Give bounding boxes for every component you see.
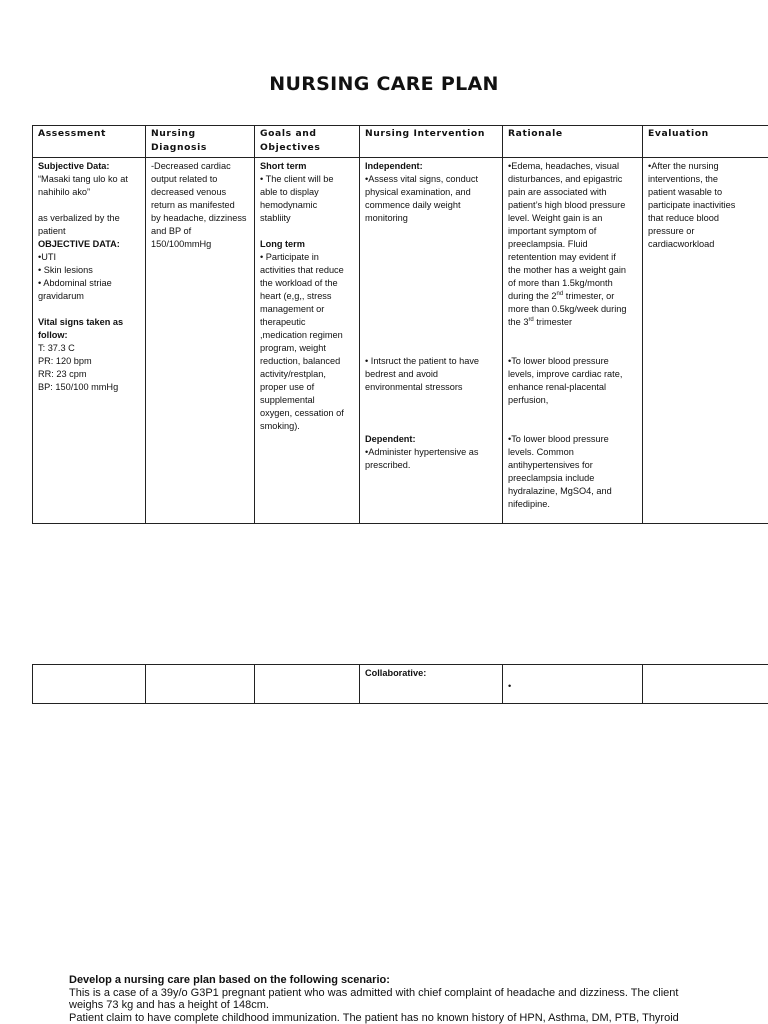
header-assessment: Assessment [33, 126, 146, 158]
evaluation-cell [643, 665, 768, 704]
long-term-label: Long term [260, 239, 305, 249]
intervention-cell [360, 665, 503, 704]
header-goals-objectives: Goals and Objectives [255, 126, 360, 158]
rationale-cell: •Edema, headaches, visual disturbances, and epigastric pain are associated with patient’s high blood pressure level. Weight gain is an important symptom of preeclampsia. Fluid retentention may evident if the mother has a weight gain of more than 1.5kg/month during the 2nd trimester, or more than 0.5kg/week during the 3rd trimester •To lower blood pressure levels, improve cardiac rate, enhance renal-placental perfusion, •To lower blood pressure levels. Common antihypertensives for preeclampsia include hydralazine, MgSO4, and nifedipine. [503, 158, 643, 524]
vital-sign: PR: 120 bpm [38, 356, 92, 366]
objective-item: • Skin lesions [38, 265, 93, 275]
vital-sign: RR: 23 cpm [38, 369, 87, 379]
care-plan-table [32, 125, 768, 524]
dependent-label: Dependent: [365, 434, 416, 444]
assessment-cell [33, 665, 146, 704]
objective-item: • Abdominal striae [38, 278, 112, 288]
intervention-cell: Independent: •Assess vital signs, conduct physical examination, and commence daily weight monitoring • Intsruct the patient to have bedrest and avoid environmental stressors Dependent: •Administer hypertensive as prescribed. [360, 158, 503, 524]
subjective-label: Subjective Data: [38, 161, 110, 171]
evaluation-cell: •After the nursing interventions, the patient wasable to participate inactivities that reduce blood pressure or cardiacworkload [643, 158, 768, 524]
collaborative-label: Collaborative: [365, 668, 427, 678]
scenario-paragraph: This is a case of a 39y/o G3P1 pregnant patient who was admitted with chief complaint of headache and dizziness. The client weighs 73 kg and has a height of 148cm. [69, 986, 679, 1011]
vital-sign: T: 37.3 C [38, 343, 75, 353]
header-evaluation: Evaluation [643, 126, 768, 158]
scenario-paragraph: Patient claim to have complete childhood immunization. The patient has no known history of HPN, Asthma, DM, PTB, Thyroid [69, 1011, 679, 1024]
goals-cell: Short term • The client will be able to display hemodynamic stabliity Long term • Participate in activities that reduce the workload of the heart (e,g,, stress management or therapeutic ,medication regimen program, weight reduction, balanced activity/restplan, proper use of supplemental oxygen, cessation of smoking). [255, 158, 360, 524]
objective-item: gravidarum [38, 291, 84, 301]
table-header-row [33, 126, 768, 158]
header-rationale: Rationale [503, 126, 643, 158]
table-row [33, 665, 768, 704]
objective-item: •UTI [38, 252, 57, 262]
header-nursing-intervention: Nursing Intervention [360, 126, 503, 158]
rationale-bullet: • [508, 681, 512, 691]
rationale-cell [503, 665, 643, 704]
table-row [33, 158, 768, 524]
header-nursing-diagnosis: Nursing Diagnosis [146, 126, 255, 158]
scenario-heading: Develop a nursing care plan based on the following scenario: [69, 974, 390, 986]
objective-label: OBJECTIVE DATA: [38, 239, 120, 249]
vitals-label: Vital signs taken as [38, 317, 124, 327]
independent-label: Independent: [365, 161, 423, 171]
page-title: NURSING CARE PLAN [269, 73, 499, 95]
diagnosis-cell: -Decreased cardiac output related to decreased venous return as manifested by headache, dizziness and BP of 150/100mmHg [146, 158, 255, 524]
vital-sign: BP: 150/100 mmHg [38, 382, 119, 392]
goals-cell [255, 665, 360, 704]
care-plan-continuation-table [32, 664, 768, 704]
short-term-label: Short term [260, 161, 307, 171]
assessment-cell: Subjective Data: “Masaki tang ulo ko at nahihilo ako” as verbalized by the patient OBJECTIVE DATA: •UTI • Skin lesions • Abdominal striae gravidarum Vital signs taken as follow: T: 37.3 C PR: 120 bpm RR: 23 cpm BP: 150/100 mmHg [33, 158, 146, 524]
scenario-section [69, 974, 709, 1024]
diagnosis-cell [146, 665, 255, 704]
